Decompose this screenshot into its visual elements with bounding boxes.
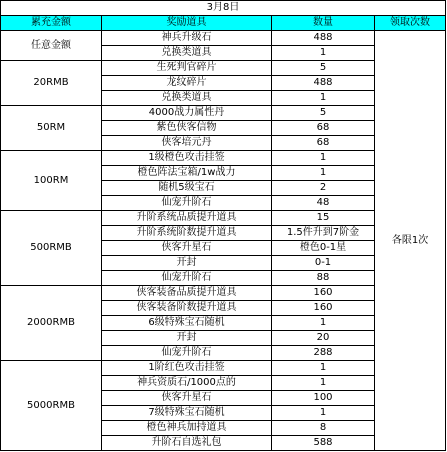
item-cell: 紫色侠客信物 — [102, 121, 272, 136]
quantity-cell: 0-1 — [272, 256, 375, 271]
item-cell: 开封 — [102, 331, 272, 346]
quantity-cell: 20 — [272, 331, 375, 346]
item-cell: 神兵资质石/1000点的 — [102, 376, 272, 391]
item-cell: 4000战力属性丹 — [102, 106, 272, 121]
quantity-cell: 488 — [272, 76, 375, 91]
item-cell: 随机5级宝石 — [102, 181, 272, 196]
amount-cell: 50RM — [1, 106, 102, 151]
item-cell: 橙色神兵加持道具 — [102, 421, 272, 436]
item-cell: 侠客升星石 — [102, 391, 272, 406]
quantity-cell: 8 — [272, 421, 375, 436]
quantity-cell: 288 — [272, 346, 375, 361]
quantity-cell: 5 — [272, 61, 375, 76]
item-cell: 橙色阵法宝箱/1w战力 — [102, 166, 272, 181]
quantity-cell: 588 — [272, 436, 375, 451]
item-cell: 侠客培元丹 — [102, 136, 272, 151]
amount-cell: 任意金额 — [1, 31, 102, 61]
quantity-cell: 100 — [272, 391, 375, 406]
quantity-cell: 488 — [272, 31, 375, 46]
quantity-cell: 68 — [272, 136, 375, 151]
claim-limit-cell: 各限1次 — [375, 31, 446, 451]
item-cell: 升阶系统品质提升道具 — [102, 211, 272, 226]
quantity-cell: 1 — [272, 151, 375, 166]
quantity-cell: 15 — [272, 211, 375, 226]
quantity-cell: 橙色0-1星 — [272, 241, 375, 256]
item-cell: 兑换类道具 — [102, 91, 272, 106]
header-amount: 累充金额 — [1, 16, 102, 31]
quantity-cell: 1 — [272, 166, 375, 181]
item-cell: 升阶系统阶数提升道具 — [102, 226, 272, 241]
quantity-cell: 2 — [272, 181, 375, 196]
amount-cell: 100RM — [1, 151, 102, 211]
quantity-cell: 1.5件升到7阶金 — [272, 226, 375, 241]
item-cell: 升阶石自选礼包 — [102, 436, 272, 451]
amount-cell: 5000RMB — [1, 361, 102, 451]
item-cell: 侠客装备阶数提升道具 — [102, 301, 272, 316]
quantity-cell: 160 — [272, 301, 375, 316]
amount-cell: 20RMB — [1, 61, 102, 106]
item-cell: 仙宠升阶石 — [102, 271, 272, 286]
item-cell: 6级特殊宝石随机 — [102, 316, 272, 331]
quantity-cell: 48 — [272, 196, 375, 211]
header-quantity: 数量 — [272, 16, 375, 31]
item-cell: 生死判官碎片 — [102, 61, 272, 76]
table-title: 3月8日 — [1, 1, 446, 16]
item-cell: 侠客装备品质提升道具 — [102, 286, 272, 301]
item-cell: 兑换类道具 — [102, 46, 272, 61]
amount-cell: 500RMB — [1, 211, 102, 286]
item-cell: 侠客升星石 — [102, 241, 272, 256]
quantity-cell: 1 — [272, 361, 375, 376]
header-row — [1, 16, 446, 31]
quantity-cell: 68 — [272, 121, 375, 136]
header-claims: 领取次数 — [375, 16, 446, 31]
reward-table-body — [1, 1, 446, 451]
quantity-cell: 5 — [272, 106, 375, 121]
quantity-cell: 1 — [272, 376, 375, 391]
item-cell: 1阶红色攻击挂签 — [102, 361, 272, 376]
item-cell: 7级特殊宝石随机 — [102, 406, 272, 421]
table-row — [1, 31, 446, 46]
quantity-cell: 88 — [272, 271, 375, 286]
quantity-cell: 1 — [272, 406, 375, 421]
title-row — [1, 1, 446, 16]
item-cell: 仙宠升阶石 — [102, 196, 272, 211]
item-cell: 仙宠升阶石 — [102, 346, 272, 361]
quantity-cell: 160 — [272, 286, 375, 301]
item-cell: 1级橙色攻击挂签 — [102, 151, 272, 166]
item-cell: 开封 — [102, 256, 272, 271]
header-item: 奖励道具 — [102, 16, 272, 31]
item-cell: 神兵升级石 — [102, 31, 272, 46]
quantity-cell: 1 — [272, 316, 375, 331]
item-cell: 龙纹碎片 — [102, 76, 272, 91]
amount-cell: 2000RMB — [1, 286, 102, 361]
quantity-cell: 1 — [272, 46, 375, 61]
quantity-cell: 1 — [272, 91, 375, 106]
